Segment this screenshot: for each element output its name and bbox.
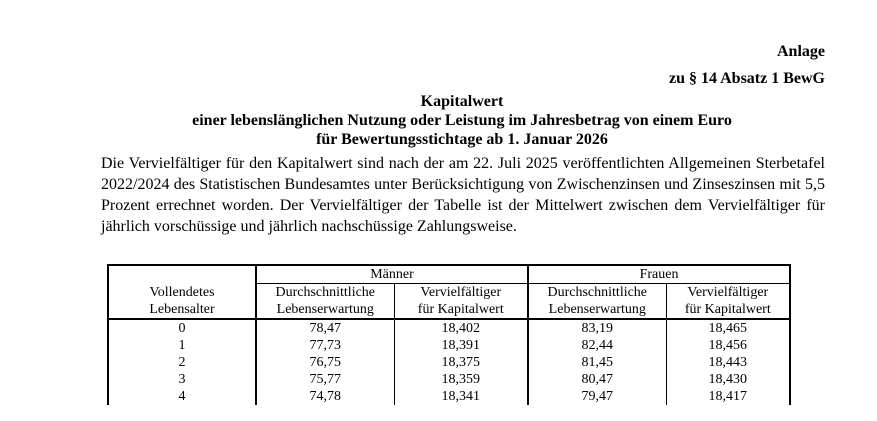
cell-life-expectancy-women: 79,47 [528,388,666,405]
cell-multiplier-women: 18,443 [666,354,790,371]
cell-multiplier-men: 18,402 [394,319,528,337]
column-header-life-expectancy-women: Durchschnittliche Lebenserwartung [528,284,666,320]
annex-label: Anlage [777,43,825,60]
column-header-multiplier-women: Vervielfältiger für Kapitalwert [666,284,790,320]
table-row [108,388,790,405]
column-header-age: Vollendetes Lebensalter [108,284,256,320]
cell-life-expectancy-women: 83,19 [528,319,666,337]
cell-multiplier-men: 18,391 [394,337,528,354]
annex-heading [669,38,825,92]
cell-age: 2 [108,354,256,371]
intro-paragraph: Die Vervielfältiger für den Kapitalwert sind nach der am 22. Juli 2025 veröffentlichten Allgemeinen Sterbetafel 2022/2024 des Statistischen Bundesamtes unter Berücksichtigung von Zwischenzinsen und Zinseszinsen mit 5,5 Prozent errechnet worden. Der Vervielfältiger der Tabelle ist der Mittelwert zwischen dem Vervielfältiger für jährlich vorschüssige und jährlich nachschüssige Zahlungsweise. [101,155,825,235]
group-header-men: Männer [256,265,528,284]
table-row [108,354,790,371]
cell-multiplier-women: 18,430 [666,371,790,388]
cell-life-expectancy-men: 76,75 [256,354,394,371]
cell-life-expectancy-men: 74,78 [256,388,394,405]
table-row [108,371,790,388]
cell-multiplier-men: 18,359 [394,371,528,388]
title-line-1: Kapitalwert [420,93,504,110]
cell-life-expectancy-women: 82,44 [528,337,666,354]
cell-age: 3 [108,371,256,388]
cell-life-expectancy-men: 78,47 [256,319,394,337]
cell-age: 4 [108,388,256,405]
cell-life-expectancy-women: 81,45 [528,354,666,371]
cell-life-expectancy-women: 80,47 [528,371,666,388]
column-header-life-expectancy-men: Durchschnittliche Lebenserwartung [256,284,394,320]
capital-value-table [107,264,791,405]
annex-reference: zu § 14 Absatz 1 BewG [669,70,825,87]
cell-multiplier-women: 18,465 [666,319,790,337]
title-line-3: für Bewertungsstichtage ab 1. Januar 2026 [316,131,608,148]
table-row [108,319,790,337]
cell-multiplier-men: 18,341 [394,388,528,405]
cell-life-expectancy-men: 77,73 [256,337,394,354]
title-line-2: einer lebenslänglichen Nutzung oder Leistung im Jahresbetrag von einem Euro [192,112,732,129]
document-title [60,92,864,149]
cell-multiplier-women: 18,456 [666,337,790,354]
column-header-multiplier-men: Vervielfältiger für Kapitalwert [394,284,528,320]
age-group-header-empty [108,265,256,284]
cell-life-expectancy-men: 75,77 [256,371,394,388]
cell-age: 0 [108,319,256,337]
cell-multiplier-men: 18,375 [394,354,528,371]
group-header-women: Frauen [528,265,790,284]
table-row [108,337,790,354]
cell-multiplier-women: 18,417 [666,388,790,405]
cell-age: 1 [108,337,256,354]
